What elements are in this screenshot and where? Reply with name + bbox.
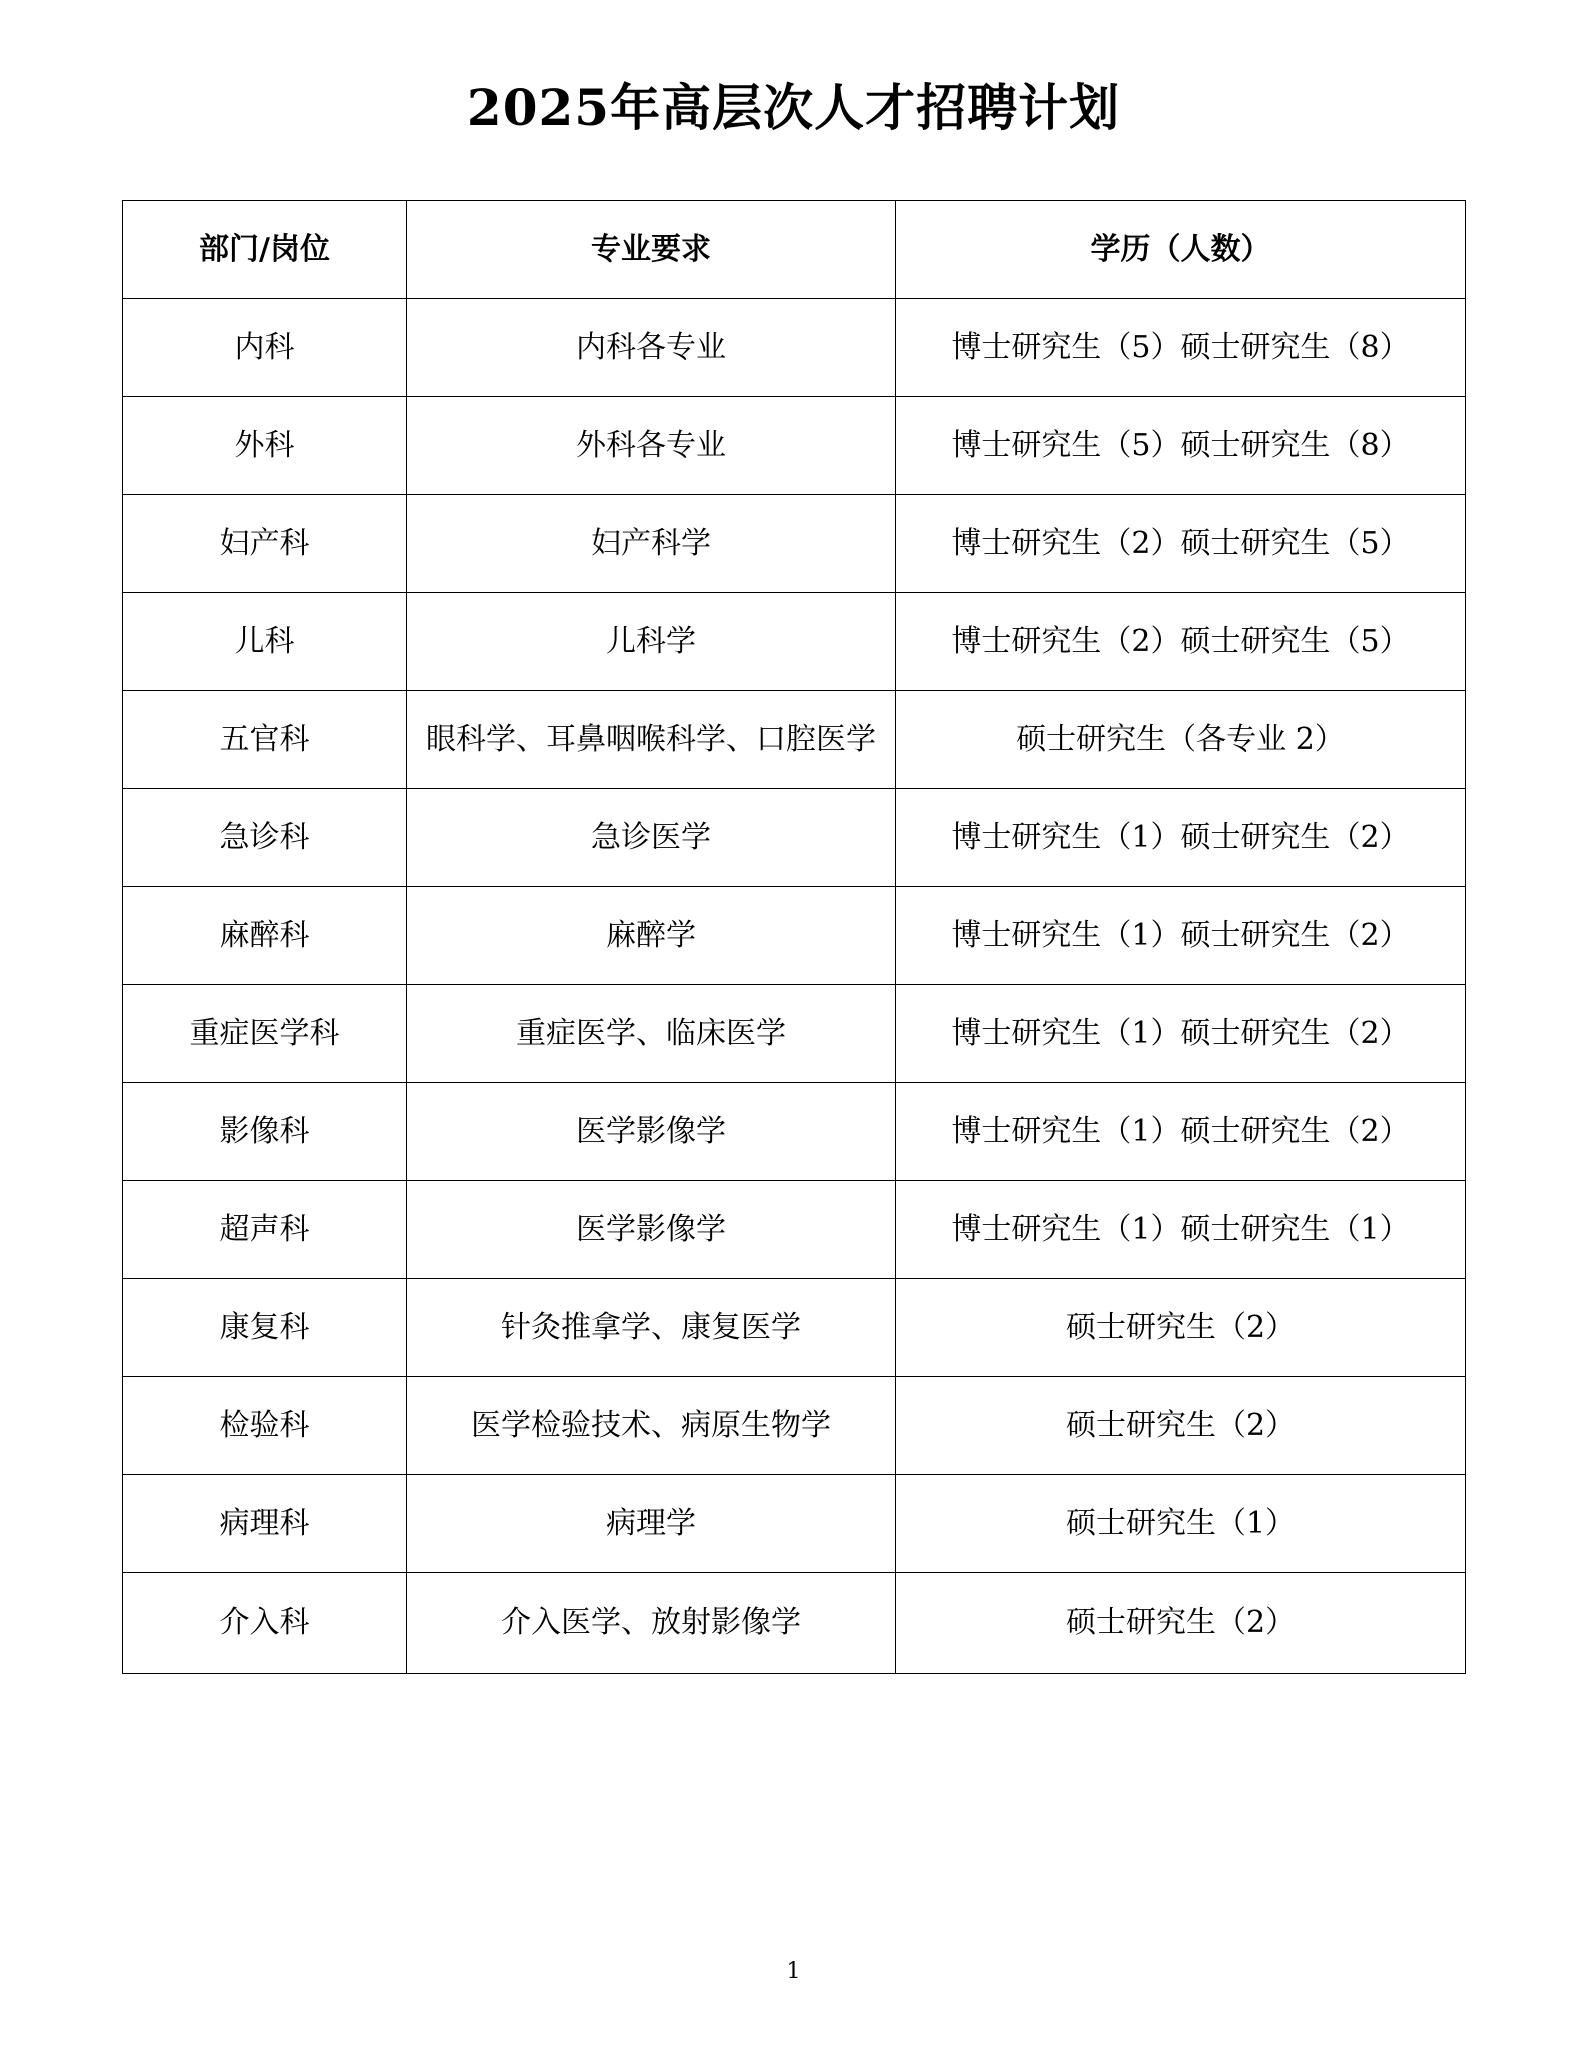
education-cell: 博士研究生（1）硕士研究生（2） bbox=[896, 887, 1466, 985]
department-cell: 检验科 bbox=[123, 1377, 407, 1475]
education-cell: 博士研究生（1）硕士研究生（1） bbox=[896, 1181, 1466, 1279]
major-cell: 儿科学 bbox=[407, 593, 896, 691]
education-cell: 博士研究生（1）硕士研究生（2） bbox=[896, 1083, 1466, 1181]
education-cell: 博士研究生（1）硕士研究生（2） bbox=[896, 789, 1466, 887]
major-cell: 妇产科学 bbox=[407, 495, 896, 593]
education-cell: 博士研究生（5）硕士研究生（8） bbox=[896, 299, 1466, 397]
recruitment-table bbox=[122, 200, 1466, 1674]
department-cell: 内科 bbox=[123, 299, 407, 397]
major-cell: 病理学 bbox=[407, 1475, 896, 1573]
education-cell: 博士研究生（2）硕士研究生（5） bbox=[896, 495, 1466, 593]
department-cell: 超声科 bbox=[123, 1181, 407, 1279]
department-cell: 麻醉科 bbox=[123, 887, 407, 985]
department-cell: 外科 bbox=[123, 397, 407, 495]
major-cell: 麻醉学 bbox=[407, 887, 896, 985]
major-cell: 眼科学、耳鼻咽喉科学、口腔医学 bbox=[407, 691, 896, 789]
table-row bbox=[123, 887, 1466, 985]
major-cell: 内科各专业 bbox=[407, 299, 896, 397]
table-row bbox=[123, 299, 1466, 397]
department-cell: 妇产科 bbox=[123, 495, 407, 593]
table-row bbox=[123, 1279, 1466, 1377]
table-row bbox=[123, 789, 1466, 887]
major-cell: 急诊医学 bbox=[407, 789, 896, 887]
table-row bbox=[123, 1377, 1466, 1475]
department-cell: 五官科 bbox=[123, 691, 407, 789]
department-cell: 病理科 bbox=[123, 1475, 407, 1573]
major-cell: 医学影像学 bbox=[407, 1083, 896, 1181]
table-row bbox=[123, 593, 1466, 691]
table-row bbox=[123, 397, 1466, 495]
table-header-row bbox=[123, 201, 1466, 299]
education-cell: 硕士研究生（2） bbox=[896, 1279, 1466, 1377]
header-education: 学历（人数） bbox=[896, 201, 1466, 299]
education-cell: 硕士研究生（1） bbox=[896, 1475, 1466, 1573]
major-cell: 重症医学、临床医学 bbox=[407, 985, 896, 1083]
department-cell: 影像科 bbox=[123, 1083, 407, 1181]
table-row bbox=[123, 691, 1466, 789]
department-cell: 儿科 bbox=[123, 593, 407, 691]
table-row bbox=[123, 1181, 1466, 1279]
major-cell: 针灸推拿学、康复医学 bbox=[407, 1279, 896, 1377]
page-title: 2025年高层次人才招聘计划 bbox=[466, 78, 1121, 137]
major-cell: 医学影像学 bbox=[407, 1181, 896, 1279]
major-cell: 介入医学、放射影像学 bbox=[407, 1573, 896, 1674]
major-cell: 外科各专业 bbox=[407, 397, 896, 495]
table-row bbox=[123, 1475, 1466, 1573]
header-department: 部门/岗位 bbox=[123, 201, 407, 299]
table-row bbox=[123, 1083, 1466, 1181]
header-major: 专业要求 bbox=[407, 201, 896, 299]
major-cell: 医学检验技术、病原生物学 bbox=[407, 1377, 896, 1475]
department-cell: 重症医学科 bbox=[123, 985, 407, 1083]
table-row bbox=[123, 1573, 1466, 1674]
department-cell: 急诊科 bbox=[123, 789, 407, 887]
education-cell: 硕士研究生（2） bbox=[896, 1377, 1466, 1475]
education-cell: 硕士研究生（2） bbox=[896, 1573, 1466, 1674]
department-cell: 康复科 bbox=[123, 1279, 407, 1377]
education-cell: 博士研究生（2）硕士研究生（5） bbox=[896, 593, 1466, 691]
table-row bbox=[123, 495, 1466, 593]
education-cell: 博士研究生（5）硕士研究生（8） bbox=[896, 397, 1466, 495]
department-cell: 介入科 bbox=[123, 1573, 407, 1674]
page-number: 1 bbox=[786, 1959, 801, 1984]
education-cell: 硕士研究生（各专业 2） bbox=[896, 691, 1466, 789]
education-cell: 博士研究生（1）硕士研究生（2） bbox=[896, 985, 1466, 1083]
table-row bbox=[123, 985, 1466, 1083]
